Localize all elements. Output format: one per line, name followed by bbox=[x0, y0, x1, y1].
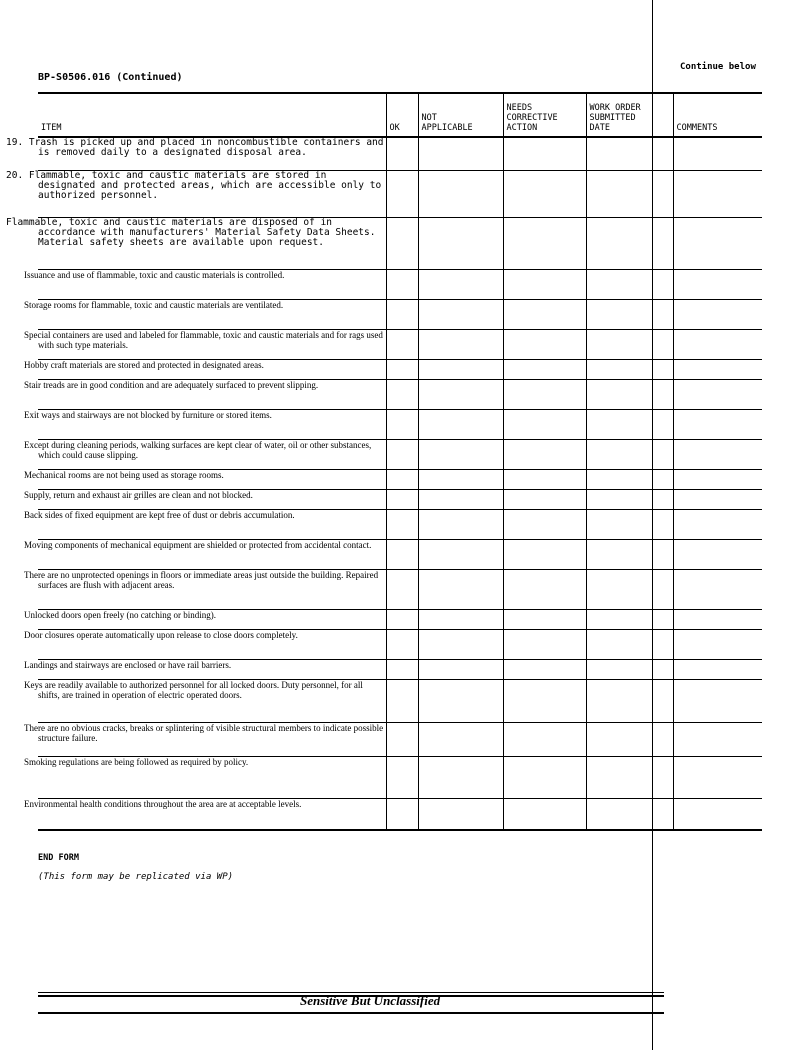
ok-cell[interactable] bbox=[386, 439, 418, 469]
corrective-action-cell[interactable] bbox=[503, 509, 586, 539]
work-order-date-cell[interactable] bbox=[586, 679, 673, 722]
ok-cell[interactable] bbox=[386, 359, 418, 379]
column-header-item: ITEM bbox=[38, 93, 386, 137]
not-applicable-cell[interactable] bbox=[418, 379, 503, 409]
work-order-date-cell[interactable] bbox=[586, 569, 673, 609]
comments-cell[interactable] bbox=[673, 439, 762, 469]
table-header-row bbox=[38, 93, 762, 137]
table-row bbox=[38, 722, 762, 756]
ok-cell[interactable] bbox=[386, 379, 418, 409]
corrective-action-cell[interactable] bbox=[503, 359, 586, 379]
not-applicable-cell[interactable] bbox=[418, 217, 503, 269]
not-applicable-cell[interactable] bbox=[418, 539, 503, 569]
table-row bbox=[38, 629, 762, 659]
footer-rule-bottom bbox=[38, 1012, 664, 1014]
work-order-date-cell[interactable] bbox=[586, 217, 673, 269]
not-applicable-cell[interactable] bbox=[418, 509, 503, 539]
not-applicable-cell[interactable] bbox=[418, 409, 503, 439]
table-row bbox=[38, 609, 762, 629]
ok-cell[interactable] bbox=[386, 269, 418, 299]
table-row bbox=[38, 659, 762, 679]
ok-cell[interactable] bbox=[386, 489, 418, 509]
table-row bbox=[38, 509, 762, 539]
table-row bbox=[38, 569, 762, 609]
work-order-date-cell[interactable] bbox=[586, 629, 673, 659]
not-applicable-cell[interactable] bbox=[418, 569, 503, 609]
table-row bbox=[38, 379, 762, 409]
not-applicable-cell[interactable] bbox=[418, 359, 503, 379]
replication-note: (This form may be replicated via WP) bbox=[38, 872, 234, 882]
table-row bbox=[38, 539, 762, 569]
not-applicable-cell[interactable] bbox=[418, 629, 503, 659]
checklist-item-text: Keys are readily available to authorized personnel for all locked doors. Duty personnel, for all shifts, are trained in operation of electric operated doors. bbox=[38, 679, 386, 722]
comments-cell[interactable] bbox=[673, 756, 762, 798]
comments-cell[interactable] bbox=[673, 379, 762, 409]
corrective-action-cell[interactable] bbox=[503, 329, 586, 359]
table-row bbox=[38, 489, 762, 509]
table-row bbox=[38, 137, 762, 170]
ok-cell[interactable] bbox=[386, 539, 418, 569]
comments-cell[interactable] bbox=[673, 409, 762, 439]
ok-cell[interactable] bbox=[386, 722, 418, 756]
checklist-item-text: Hobby craft materials are stored and protected in designated areas. bbox=[38, 359, 386, 379]
checklist-item-text: Special containers are used and labeled for flammable, toxic and caustic materials and for rags used with such type materials. bbox=[38, 329, 386, 359]
checklist-item-text: Mechanical rooms are not being used as storage rooms. bbox=[38, 469, 386, 489]
table-row bbox=[38, 798, 762, 830]
comments-cell[interactable] bbox=[673, 170, 762, 217]
checklist-item-text: Stair treads are in good condition and are adequately surfaced to prevent slipping. bbox=[38, 379, 386, 409]
end-form-label: END FORM bbox=[38, 853, 79, 863]
work-order-date-cell[interactable] bbox=[586, 609, 673, 629]
corrective-action-cell[interactable] bbox=[503, 798, 586, 830]
checklist-item-text: Smoking regulations are being followed as required by policy. bbox=[38, 756, 386, 798]
checklist-item-text: Landings and stairways are enclosed or have rail barriers. bbox=[38, 659, 386, 679]
corrective-action-cell[interactable] bbox=[503, 439, 586, 469]
comments-cell[interactable] bbox=[673, 489, 762, 509]
corrective-action-cell[interactable] bbox=[503, 756, 586, 798]
ok-cell[interactable] bbox=[386, 569, 418, 609]
column-header-ok: OK bbox=[386, 93, 418, 137]
column-header-not-applicable: NOT APPLICABLE bbox=[418, 93, 503, 137]
table-row bbox=[38, 409, 762, 439]
work-order-date-cell[interactable] bbox=[586, 489, 673, 509]
table-row bbox=[38, 217, 762, 269]
comments-cell[interactable] bbox=[673, 359, 762, 379]
corrective-action-cell[interactable] bbox=[503, 170, 586, 217]
ok-cell[interactable] bbox=[386, 299, 418, 329]
work-order-date-cell[interactable] bbox=[586, 722, 673, 756]
comments-cell[interactable] bbox=[673, 329, 762, 359]
corrective-action-cell[interactable] bbox=[503, 469, 586, 489]
comments-cell[interactable] bbox=[673, 299, 762, 329]
checklist-item-text: Door closures operate automatically upon release to close doors completely. bbox=[38, 629, 386, 659]
ok-cell[interactable] bbox=[386, 659, 418, 679]
ok-cell[interactable] bbox=[386, 798, 418, 830]
table-row bbox=[38, 756, 762, 798]
work-order-date-cell[interactable] bbox=[586, 329, 673, 359]
checklist-item-text: 20. Flammable, toxic and caustic materials are stored in designated and protected areas, which are accessible only to authorized personnel. bbox=[38, 170, 386, 217]
checklist-item-text: Storage rooms for flammable, toxic and caustic materials are ventilated. bbox=[38, 299, 386, 329]
work-order-date-cell[interactable] bbox=[586, 409, 673, 439]
ok-cell[interactable] bbox=[386, 629, 418, 659]
corrective-action-cell[interactable] bbox=[503, 569, 586, 609]
corrective-action-cell[interactable] bbox=[503, 137, 586, 170]
ok-cell[interactable] bbox=[386, 469, 418, 489]
not-applicable-cell[interactable] bbox=[418, 469, 503, 489]
continue-below-note: Continue below bbox=[680, 62, 756, 72]
work-order-date-cell[interactable] bbox=[586, 359, 673, 379]
checklist-item-text: There are no unprotected openings in floors or immediate areas just outside the building. Repaired surfaces are flush with adjacent areas. bbox=[38, 569, 386, 609]
ok-cell[interactable] bbox=[386, 679, 418, 722]
comments-cell[interactable] bbox=[673, 217, 762, 269]
checklist-item-text: Supply, return and exhaust air grilles are clean and not blocked. bbox=[38, 489, 386, 509]
checklist-item-text: There are no obvious cracks, breaks or splintering of visible structural members to indicate possible structure failure. bbox=[38, 722, 386, 756]
table-row bbox=[38, 170, 762, 217]
comments-cell[interactable] bbox=[673, 539, 762, 569]
ok-cell[interactable] bbox=[386, 137, 418, 170]
table-row bbox=[38, 439, 762, 469]
checklist-item-text: Moving components of mechanical equipment are shielded or protected from accidental contact. bbox=[38, 539, 386, 569]
column-header-work-order-date: WORK ORDER SUBMITTED DATE bbox=[586, 93, 673, 137]
corrective-action-cell[interactable] bbox=[503, 489, 586, 509]
ok-cell[interactable] bbox=[386, 509, 418, 539]
column-header-comments: COMMENTS bbox=[673, 93, 762, 137]
corrective-action-cell[interactable] bbox=[503, 629, 586, 659]
not-applicable-cell[interactable] bbox=[418, 756, 503, 798]
corrective-action-cell[interactable] bbox=[503, 679, 586, 722]
not-applicable-cell[interactable] bbox=[418, 722, 503, 756]
table-row bbox=[38, 269, 762, 299]
ok-cell[interactable] bbox=[386, 217, 418, 269]
not-applicable-cell[interactable] bbox=[418, 609, 503, 629]
table-row bbox=[38, 329, 762, 359]
checklist-item-text: Issuance and use of flammable, toxic and caustic materials is controlled. bbox=[38, 269, 386, 299]
not-applicable-cell[interactable] bbox=[418, 679, 503, 722]
corrective-action-cell[interactable] bbox=[503, 722, 586, 756]
checklist-item-text: Exit ways and stairways are not blocked by furniture or stored items. bbox=[38, 409, 386, 439]
checklist-item-text: Back sides of fixed equipment are kept free of dust or debris accumulation. bbox=[38, 509, 386, 539]
corrective-action-cell[interactable] bbox=[503, 269, 586, 299]
not-applicable-cell[interactable] bbox=[418, 329, 503, 359]
table-row bbox=[38, 469, 762, 489]
comments-cell[interactable] bbox=[673, 609, 762, 629]
ok-cell[interactable] bbox=[386, 329, 418, 359]
scan-fold-line bbox=[652, 0, 653, 1050]
work-order-date-cell[interactable] bbox=[586, 299, 673, 329]
not-applicable-cell[interactable] bbox=[418, 659, 503, 679]
comments-cell[interactable] bbox=[673, 798, 762, 830]
corrective-action-cell[interactable] bbox=[503, 409, 586, 439]
comments-cell[interactable] bbox=[673, 629, 762, 659]
column-header-needs-corrective-action: NEEDS CORRECTIVE ACTION bbox=[503, 93, 586, 137]
work-order-date-cell[interactable] bbox=[586, 659, 673, 679]
corrective-action-cell[interactable] bbox=[503, 539, 586, 569]
table-row bbox=[38, 299, 762, 329]
work-order-date-cell[interactable] bbox=[586, 509, 673, 539]
work-order-date-cell[interactable] bbox=[586, 137, 673, 170]
work-order-date-cell[interactable] bbox=[586, 539, 673, 569]
not-applicable-cell[interactable] bbox=[418, 170, 503, 217]
not-applicable-cell[interactable] bbox=[418, 299, 503, 329]
corrective-action-cell[interactable] bbox=[503, 659, 586, 679]
comments-cell[interactable] bbox=[673, 269, 762, 299]
inspection-checklist-table bbox=[6, 92, 762, 831]
not-applicable-cell[interactable] bbox=[418, 798, 503, 830]
comments-cell[interactable] bbox=[673, 569, 762, 609]
comments-cell[interactable] bbox=[673, 469, 762, 489]
form-identifier: BP-S0506.016 (Continued) bbox=[38, 72, 183, 83]
corrective-action-cell[interactable] bbox=[503, 217, 586, 269]
table-row bbox=[38, 679, 762, 722]
work-order-date-cell[interactable] bbox=[586, 269, 673, 299]
corrective-action-cell[interactable] bbox=[503, 379, 586, 409]
comments-cell[interactable] bbox=[673, 137, 762, 170]
comments-cell[interactable] bbox=[673, 509, 762, 539]
work-order-date-cell[interactable] bbox=[586, 379, 673, 409]
work-order-date-cell[interactable] bbox=[586, 798, 673, 830]
work-order-date-cell[interactable] bbox=[586, 439, 673, 469]
comments-cell[interactable] bbox=[673, 679, 762, 722]
not-applicable-cell[interactable] bbox=[418, 439, 503, 469]
checklist-item-text: Flammable, toxic and caustic materials are disposed of in accordance with manufacturers' Material Safety Data Sheets. Material safety sheets are available upon request. bbox=[38, 217, 386, 269]
checklist-item-text: Unlocked doors open freely (no catching or binding). bbox=[38, 609, 386, 629]
ok-cell[interactable] bbox=[386, 609, 418, 629]
comments-cell[interactable] bbox=[673, 722, 762, 756]
checklist-item-text: Except during cleaning periods, walking surfaces are kept clear of water, oil or other substances, which could cause slipping. bbox=[38, 439, 386, 469]
ok-cell[interactable] bbox=[386, 170, 418, 217]
not-applicable-cell[interactable] bbox=[418, 137, 503, 170]
not-applicable-cell[interactable] bbox=[418, 269, 503, 299]
comments-cell[interactable] bbox=[673, 659, 762, 679]
ok-cell[interactable] bbox=[386, 409, 418, 439]
ok-cell[interactable] bbox=[386, 756, 418, 798]
corrective-action-cell[interactable] bbox=[503, 299, 586, 329]
table-row bbox=[38, 359, 762, 379]
work-order-date-cell[interactable] bbox=[586, 756, 673, 798]
classification-marking: Sensitive But Unclassified bbox=[300, 993, 441, 1008]
not-applicable-cell[interactable] bbox=[418, 489, 503, 509]
work-order-date-cell[interactable] bbox=[586, 170, 673, 217]
corrective-action-cell[interactable] bbox=[503, 609, 586, 629]
checklist-item-text: Environmental health conditions throughout the area are at acceptable levels. bbox=[38, 798, 386, 830]
work-order-date-cell[interactable] bbox=[586, 469, 673, 489]
checklist-item-text: 19. Trash is picked up and placed in noncombustible containers and is removed daily to a designated disposal area. bbox=[38, 137, 386, 170]
